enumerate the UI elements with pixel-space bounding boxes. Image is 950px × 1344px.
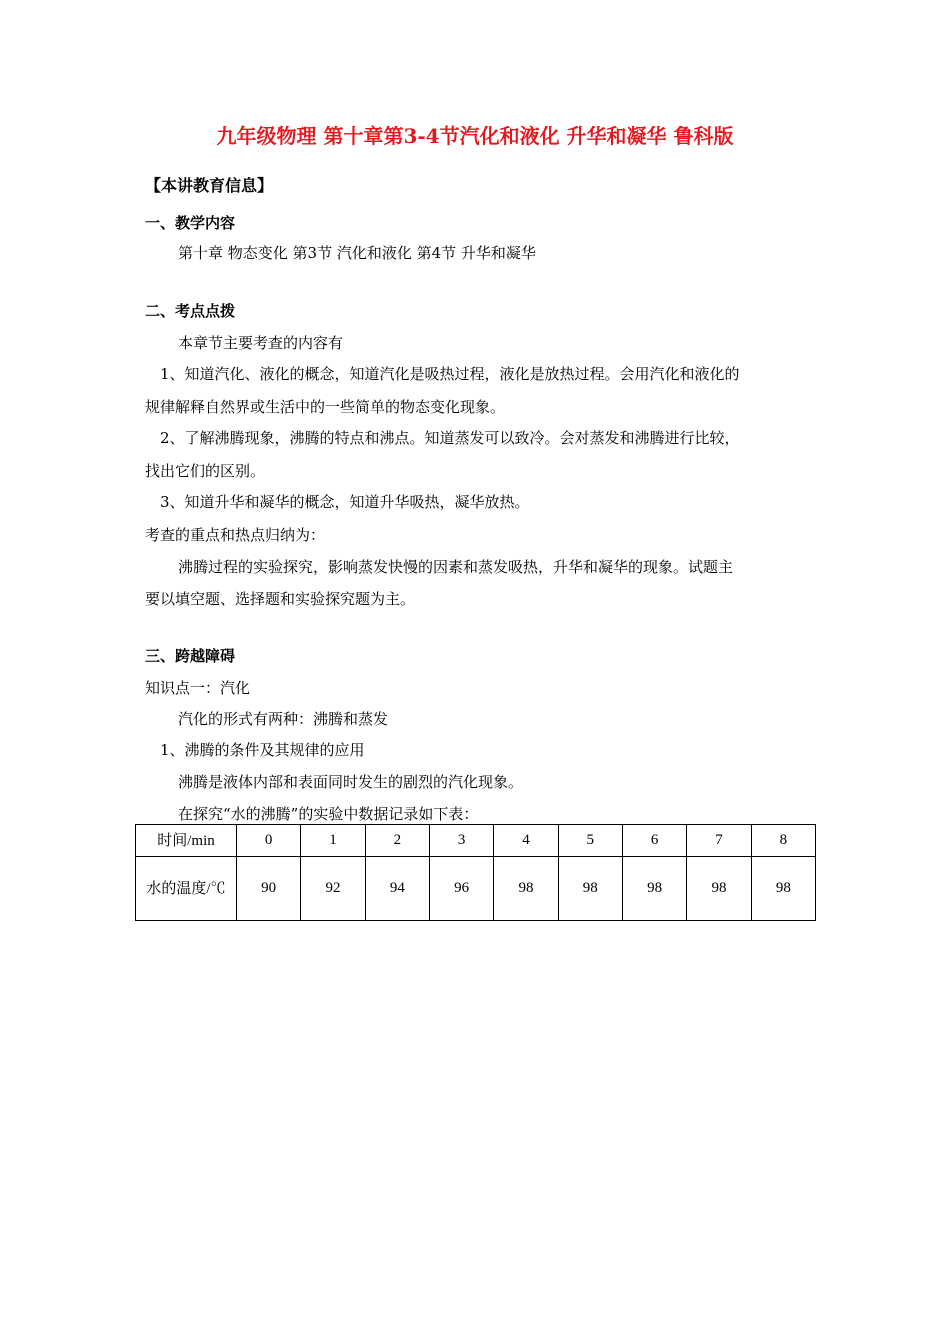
section2-item2-line2: 找出它们的区别。 xyxy=(145,462,266,480)
time-cell: 4 xyxy=(494,825,558,857)
section2-item3: 3、知道升华和凝华的概念，知道升华吸热，凝华放热。 xyxy=(160,493,530,511)
time-cell: 8 xyxy=(751,825,815,857)
info-heading: 【本讲教育信息】 xyxy=(145,176,274,195)
temperature-cell: 96 xyxy=(429,857,493,921)
temperature-cell: 94 xyxy=(365,857,429,921)
time-cell: 5 xyxy=(558,825,622,857)
boiling-data-table xyxy=(135,824,816,921)
table-intro: 在探究“水的沸腾”的实验中数据记录如下表： xyxy=(178,805,479,823)
time-cell: 2 xyxy=(365,825,429,857)
section2-heading: 二、考点点拨 xyxy=(145,302,236,320)
section2-focus-line2: 要以填空题、选择题和实验探究题为主。 xyxy=(145,590,416,608)
temperature-row xyxy=(136,857,816,921)
section3-heading: 三、跨越障碍 xyxy=(145,647,236,665)
time-row xyxy=(136,825,816,857)
section2-item1-line1: 1、知道汽化、液化的概念，知道汽化是吸热过程，液化是放热过程。会用汽化和液化的 xyxy=(160,365,740,383)
time-cell: 6 xyxy=(622,825,686,857)
temperature-cell: 98 xyxy=(687,857,751,921)
section1-heading: 一、教学内容 xyxy=(145,214,236,232)
temperature-cell: 98 xyxy=(751,857,815,921)
document-title: 九年级物理 第十章第3-4节汽化和液化 升华和凝华 鲁科版 xyxy=(216,124,734,148)
knowledge-point-1: 知识点一：汽化 xyxy=(145,679,251,697)
vaporization-forms: 汽化的形式有两种：沸腾和蒸发 xyxy=(178,710,389,728)
temperature-cell: 92 xyxy=(301,857,365,921)
time-cell: 3 xyxy=(429,825,493,857)
time-header: 时间/min xyxy=(136,825,237,857)
section2-item2-line1: 2、了解沸腾现象，沸腾的特点和沸点。知道蒸发可以致冷。会对蒸发和沸腾进行比较， xyxy=(160,429,740,447)
time-cell: 1 xyxy=(301,825,365,857)
temperature-cell: 98 xyxy=(494,857,558,921)
temperature-header: 水的温度/℃ xyxy=(136,857,237,921)
time-cell: 7 xyxy=(687,825,751,857)
section2-intro: 本章节主要考查的内容有 xyxy=(178,334,344,352)
section2-focus-intro: 考查的重点和热点归纳为： xyxy=(145,526,326,544)
section1-text: 第十章 物态变化 第3节 汽化和液化 第4节 升华和凝华 xyxy=(178,244,536,262)
boiling-subheading: 1、沸腾的条件及其规律的应用 xyxy=(160,741,365,759)
time-cell: 0 xyxy=(237,825,301,857)
section2-focus-line1: 沸腾过程的实验探究，影响蒸发快慢的因素和蒸发吸热，升华和凝华的现象。试题主 xyxy=(178,558,734,576)
boiling-definition: 沸腾是液体内部和表面同时发生的剧烈的汽化现象。 xyxy=(178,773,524,791)
temperature-cell: 98 xyxy=(622,857,686,921)
temperature-cell: 90 xyxy=(237,857,301,921)
temperature-cell: 98 xyxy=(558,857,622,921)
section2-item1-line2: 规律解释自然界或生活中的一些简单的物态变化现象。 xyxy=(145,398,506,416)
